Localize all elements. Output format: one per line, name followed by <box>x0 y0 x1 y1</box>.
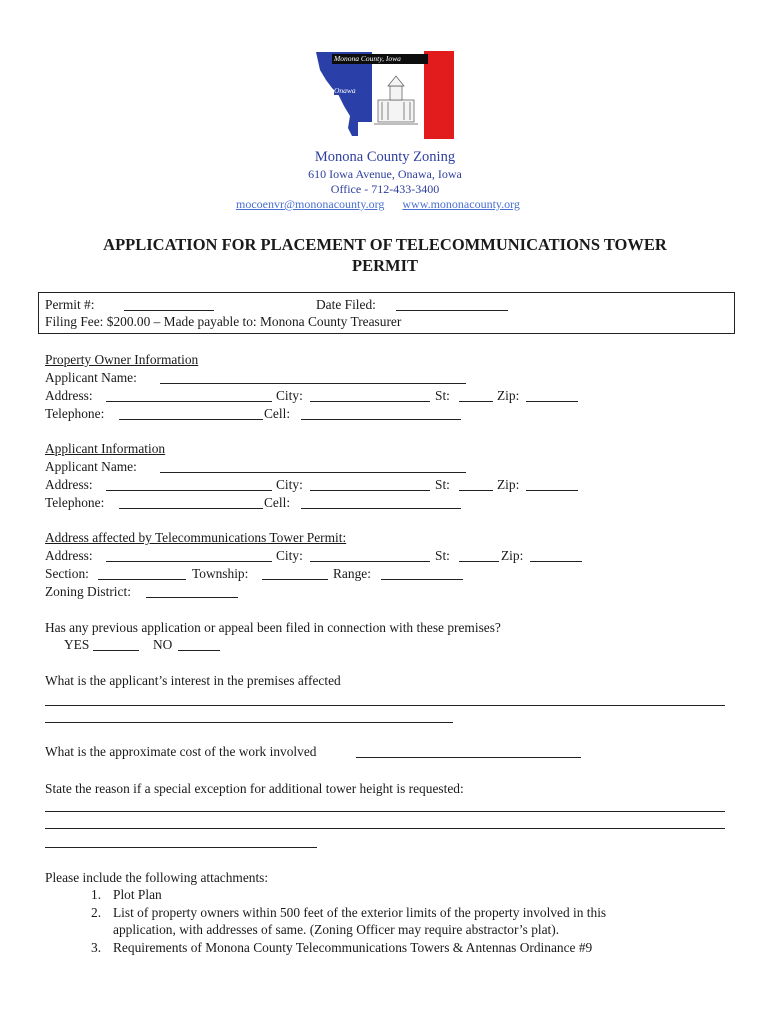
affected-zip-label: Zip: <box>501 548 524 563</box>
interest-answer-line-2[interactable] <box>45 722 453 723</box>
yes-label: YES <box>64 637 90 652</box>
range-label: Range: <box>333 566 371 581</box>
affected-state-label: St: <box>435 548 450 563</box>
previous-application-question: Has any previous application or appeal been filed in connection with these premises? <box>45 620 501 635</box>
affected-address-field[interactable] <box>106 561 272 562</box>
filing-fee-text: Filing Fee: $200.00 – Made payable to: Monona County Treasurer <box>45 314 402 329</box>
applicant-name-field[interactable] <box>160 472 466 473</box>
zoning-district-field[interactable] <box>146 597 238 598</box>
attachment-item-3: Requirements of Monona County Telecommunications Towers & Antennas Ordinance #9 <box>113 940 593 955</box>
reason-answer-line-3[interactable] <box>45 847 317 848</box>
reason-answer-line-2[interactable] <box>45 828 725 829</box>
applicant-address-field[interactable] <box>106 490 272 491</box>
attachments-intro: Please include the following attachments: <box>45 870 269 885</box>
attachment-number-3: 3. <box>91 940 102 955</box>
attachment-item-2-continued: application, with addresses of same. (Zoning Officer may require abstractor’s plat). <box>113 922 560 937</box>
owner-telephone-field[interactable] <box>119 419 263 420</box>
affected-state-field[interactable] <box>459 561 499 562</box>
applicant-address-label: Address: <box>45 477 93 492</box>
attachment-number-1: 1. <box>91 887 102 902</box>
work-cost-field[interactable] <box>356 757 581 758</box>
contact-links <box>236 197 520 212</box>
org-name: Monona County Zoning <box>314 149 456 165</box>
owner-cell-label: Cell: <box>264 406 291 421</box>
zoning-district-label: Zoning District: <box>45 584 131 599</box>
owner-section-heading: Property Owner Information <box>45 352 199 367</box>
owner-state-field[interactable] <box>459 401 493 402</box>
township-label: Township: <box>192 566 249 581</box>
affected-city-field[interactable] <box>310 561 430 562</box>
org-address: 610 Iowa Avenue, Onawa, Iowa <box>308 167 462 181</box>
applicant-cell-label: Cell: <box>264 495 291 510</box>
applicant-name-label: Applicant Name: <box>45 459 137 474</box>
applicant-city-label: City: <box>276 477 303 492</box>
applicant-telephone-label: Telephone: <box>45 495 105 510</box>
applicant-telephone-field[interactable] <box>119 508 263 509</box>
applicant-state-label: St: <box>435 477 450 492</box>
owner-name-field[interactable] <box>160 383 466 384</box>
yes-field[interactable] <box>93 650 139 651</box>
section-field[interactable] <box>98 579 186 580</box>
owner-cell-field[interactable] <box>301 419 461 420</box>
owner-zip-label: Zip: <box>497 388 520 403</box>
applicant-state-field[interactable] <box>459 490 493 491</box>
form-title-line2: PERMIT <box>352 256 418 275</box>
county-logo <box>312 50 456 140</box>
permit-number-field[interactable] <box>124 310 214 311</box>
applicant-zip-label: Zip: <box>497 477 520 492</box>
interest-answer-line-1[interactable] <box>45 705 725 706</box>
owner-address-field[interactable] <box>106 401 272 402</box>
no-field[interactable] <box>178 650 220 651</box>
affected-address-label: Address: <box>45 548 93 563</box>
attachment-number-2: 2. <box>91 905 102 920</box>
logo-map-label: Onawa <box>334 86 356 95</box>
applicant-zip-field[interactable] <box>526 490 578 491</box>
township-field[interactable] <box>262 579 328 580</box>
logo-banner-text: Monona County, Iowa <box>334 54 401 63</box>
no-label: NO <box>153 637 173 652</box>
affected-city-label: City: <box>276 548 303 563</box>
affected-zip-field[interactable] <box>530 561 582 562</box>
owner-city-label: City: <box>276 388 303 403</box>
applicant-city-field[interactable] <box>310 490 430 491</box>
owner-state-label: St: <box>435 388 450 403</box>
permit-number-label: Permit #: <box>45 297 95 312</box>
work-cost-question: What is the approximate cost of the work involved <box>45 744 317 759</box>
date-filed-label: Date Filed: <box>316 297 376 312</box>
website-link[interactable]: www.mononacounty.org <box>402 197 520 211</box>
owner-name-label: Applicant Name: <box>45 370 137 385</box>
owner-zip-field[interactable] <box>526 401 578 402</box>
form-title-line1: APPLICATION FOR PLACEMENT OF TELECOMMUNICATIONS TOWER <box>103 235 667 254</box>
affected-section-heading: Address affected by Telecommunications Tower Permit: <box>45 530 347 545</box>
section-label: Section: <box>45 566 89 581</box>
date-filed-field[interactable] <box>396 310 508 311</box>
org-office-phone: Office - 712-433-3400 <box>330 182 440 196</box>
applicant-cell-field[interactable] <box>301 508 461 509</box>
attachment-item-2: List of property owners within 500 feet of the exterior limits of the property involved in this <box>113 905 607 920</box>
reason-answer-line-1[interactable] <box>45 811 725 812</box>
owner-address-label: Address: <box>45 388 93 403</box>
range-field[interactable] <box>381 579 463 580</box>
attachment-item-1: Plot Plan <box>113 887 162 902</box>
tower-height-reason-question: State the reason if a special exception for additional tower height is requested: <box>45 781 464 796</box>
email-link[interactable]: mocoenvr@mononacounty.org <box>236 197 385 211</box>
applicant-interest-question: What is the applicant’s interest in the premises affected <box>45 673 341 688</box>
applicant-section-heading: Applicant Information <box>45 441 166 456</box>
owner-telephone-label: Telephone: <box>45 406 105 421</box>
owner-city-field[interactable] <box>310 401 430 402</box>
